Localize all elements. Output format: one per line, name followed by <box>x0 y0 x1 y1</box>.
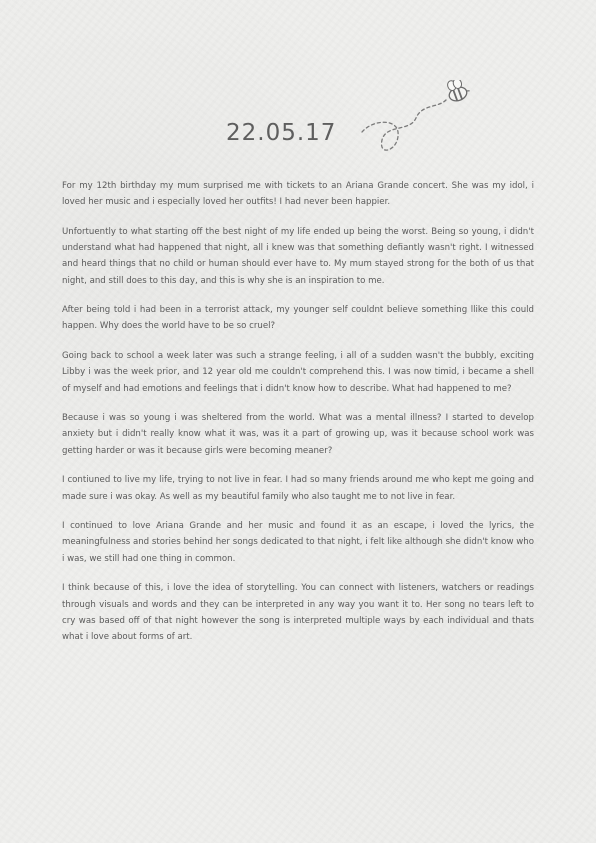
paragraph: Unfortuently to what starting off the best night of my life ended up being the worst. Being so young, i didn't understand what had happened that night, all i knew was that something defiantly wasn't right. I witnessed and heard things that no child or human should ever have to. My mum stayed strong for the both of us that night, and still does to this day, and this is why she is an inspiration to me. <box>62 226 534 286</box>
bee-trail-illustration <box>338 80 478 170</box>
paragraph: I contiuned to live my life, trying to not live in fear. I had so many friends around me who kept me going and made sure i was okay. As well as my beautiful family who also taught me to not live in fear. <box>62 475 534 502</box>
dashed-trail-icon <box>362 100 446 150</box>
paragraph: Going back to school a week later was such a strange feeling, i all of a sudden wasn't the bubbly, exciting Libby i was the week prior, and 12 year old me couldn't comprehend this. I was now timid, i became a shell of myself and had emotions and feelings that i didn't know how to describe. What had happened to me? <box>62 351 534 394</box>
paragraph: For my 12th birthday my mum surprised me with tickets to an Ariana Grande concert. She was my idol, i loved her music and i especially loved her outfits! I had never been happier. <box>62 181 534 208</box>
bee-icon <box>444 80 471 103</box>
page-title: 22.05.17 <box>226 120 337 146</box>
paragraph: I think because of this, i love the idea of storytelling. You can connect with listeners, watchers or readings through visuals and words and they can be interpreted in any way you want it to. Her song no tears left to cry was based off of that night however the song is interpreted multiple ways by each individual and thats what i love about forms of art. <box>62 583 534 642</box>
paragraph: After being told i had been in a terrorist attack, my younger self couldnt believe something llike this could happen. Why does the world have to be so cruel? <box>62 305 534 332</box>
paragraph: I continued to love Ariana Grande and her music and found it as an escape, i loved the lyrics, the meaningfulness and stories behind her songs dedicated to that night, i felt like although she didn't know who i was, we still had one thing in common. <box>62 521 534 564</box>
paragraph: Because i was so young i was sheltered from the world. What was a mental illness? I started to develop anxiety but i didn't really know what it was, was it a part of growing up, was it because school work was getting harder or was it because girls were becoming meaner? <box>62 413 534 456</box>
journal-body <box>62 178 534 659</box>
